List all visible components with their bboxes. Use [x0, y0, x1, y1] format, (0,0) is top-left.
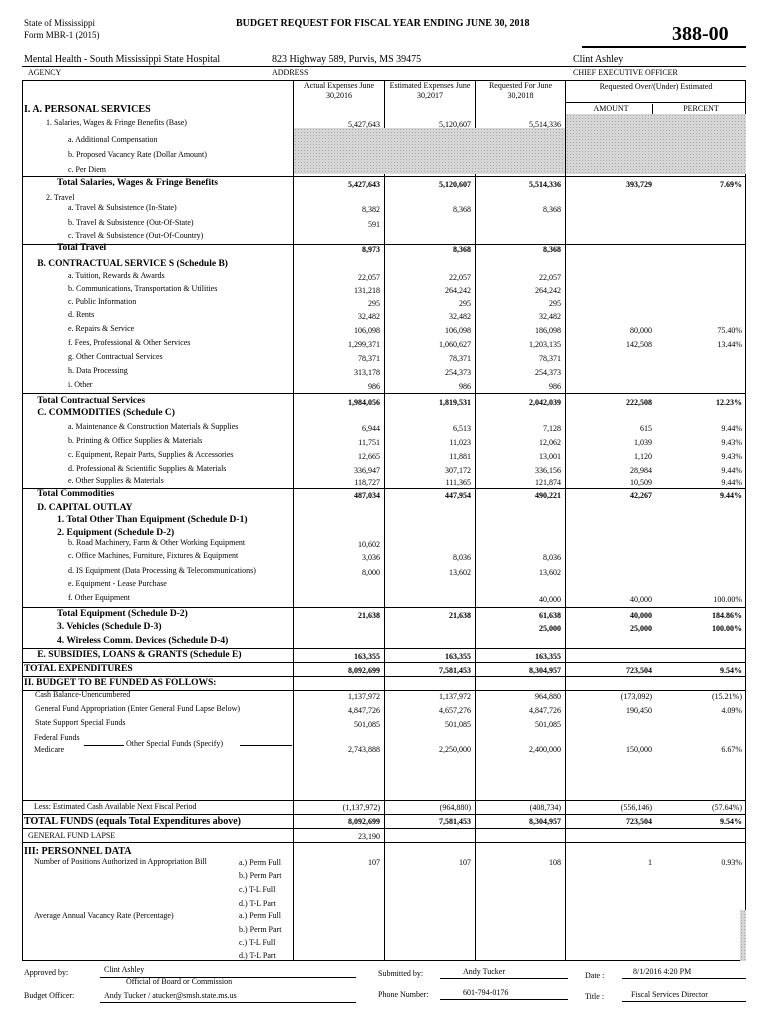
row-label: g. Other Contractual Services: [68, 352, 163, 361]
cell-r: 1,203,135: [529, 340, 561, 349]
date-label: Date :: [585, 971, 605, 980]
cell-a: 21,638: [358, 611, 380, 620]
cell-pct: 9.44%: [721, 424, 742, 433]
cell-pct: 9.43%: [721, 452, 742, 461]
row-label: 4. Wireless Comm. Devices (Schedule D-4): [57, 636, 229, 646]
state-name: State of Mississippi: [24, 18, 96, 28]
fund-cell-r: (408,734): [529, 803, 561, 812]
cell-pct: 13.44%: [717, 340, 742, 349]
agency-name: Mental Health - South Mississippi State Hospital: [24, 54, 221, 65]
row-label: c. Travel & Subsistence (Out-Of-Country): [68, 231, 204, 240]
row-label: D. CAPITAL OUTLAY: [37, 503, 133, 513]
row-rule: [22, 828, 746, 829]
form-code: 388-00: [672, 23, 729, 45]
cell-pct: 9.54%: [720, 666, 742, 675]
cell-r: 32,482: [539, 312, 561, 321]
positions-percent: 0.93%: [721, 858, 742, 867]
medicare-percent: 6.67%: [721, 745, 742, 754]
row-label: 1. Total Other Than Equipment (Schedule D-1): [57, 515, 248, 525]
tl-part-label: d.) T-L Part: [239, 951, 276, 960]
cell-a: 8,382: [362, 205, 380, 214]
row-label: 2. Equipment (Schedule D-2): [57, 528, 175, 538]
cell-amt: 615: [640, 424, 652, 433]
cell-r: 8,036: [543, 553, 561, 562]
row-label: a. Travel & Subsistence (In-State): [68, 203, 177, 212]
cell-a: 12,665: [358, 452, 380, 461]
fund-row-label: GENERAL FUND LAPSE: [28, 831, 116, 840]
cell-r: 22,057: [539, 273, 561, 282]
cell-e: 106,098: [445, 326, 471, 335]
cell-a: 8,000: [362, 568, 380, 577]
cell-r: 186,098: [535, 326, 561, 335]
row-rule: [22, 690, 746, 691]
col-header-requested: Requested For June 30,2018: [488, 81, 553, 100]
row-label: a. Maintenance & Construction Materials & Supplies: [68, 422, 239, 431]
form-number: Form MBR-1 (2015): [24, 30, 100, 40]
funds-underline: [240, 745, 292, 746]
fund-cell-r: 8,304,957: [529, 817, 561, 826]
title-line: [622, 1001, 746, 1002]
cell-pct: 100.00%: [713, 595, 742, 604]
cell-pct: 75.40%: [717, 326, 742, 335]
row-label: c. Per Diem: [68, 165, 106, 174]
submitted-line: [440, 978, 568, 979]
row-label: C. COMMODITIES (Schedule C): [37, 408, 175, 418]
cell-amt: 222,508: [626, 398, 652, 407]
cell-e: 22,057: [449, 273, 471, 282]
cell-a: 6,944: [362, 424, 380, 433]
medicare-amount: 150,000: [626, 745, 652, 754]
cell-a: 5,427,643: [348, 120, 380, 129]
cell-r: 254,373: [535, 368, 561, 377]
funds-underline: [84, 745, 124, 746]
phone-number[interactable]: 601-794-0176: [463, 988, 509, 997]
cell-e: 7,581,453: [439, 666, 471, 675]
cell-a: 501,085: [354, 720, 380, 729]
tl-full-label: c.) T-L Full: [239, 938, 276, 947]
cell-e: 163,355: [445, 652, 471, 661]
other-special-funds-label: Other Special Funds (Specify): [126, 739, 224, 748]
cell-pct: 4.09%: [721, 706, 742, 715]
cell-a: 487,034: [354, 491, 380, 500]
cell-e: 8,368: [453, 205, 471, 214]
cell-amt: 723,504: [626, 666, 652, 675]
cell-e: 307,172: [445, 466, 471, 475]
medicare-requested: 2,400,000: [529, 745, 561, 754]
row-label: i. Other: [68, 380, 93, 389]
cell-pct: 7.69%: [720, 180, 742, 189]
row-label: Total Travel: [57, 243, 107, 253]
agency-underline: [22, 66, 746, 67]
row-rule: [22, 648, 746, 649]
budget-officer-label: Budget Officer:: [24, 991, 75, 1000]
row-rule: [22, 244, 746, 245]
cell-e: 1,060,627: [439, 340, 471, 349]
vacancy-label: Average Annual Vacancy Rate (Percentage): [34, 911, 174, 920]
cell-a: 1,299,371: [348, 340, 380, 349]
cell-amt: 393,729: [626, 180, 652, 189]
row-label: Cash Balance-Unencumbered: [35, 690, 131, 699]
cell-a: 163,355: [354, 652, 380, 661]
fund-cell-a: 23,190: [358, 832, 380, 841]
cell-r: 7,128: [543, 424, 561, 433]
cell-pct: 100.00%: [712, 624, 742, 633]
fund-cell-a: 8,092,699: [348, 817, 380, 826]
cell-a: 22,057: [358, 273, 380, 282]
perm-part-label: b.) Perm Part: [239, 871, 282, 880]
fund-cell-pct: 9.54%: [720, 817, 742, 826]
cell-r: 8,368: [543, 205, 561, 214]
cell-r: 986: [549, 382, 561, 391]
row-rule: [22, 676, 746, 677]
row-label: b. Communications, Transportation & Utilities: [68, 284, 218, 293]
cell-a: 986: [368, 382, 380, 391]
cell-r: 163,355: [535, 652, 561, 661]
row-rule: [22, 842, 746, 843]
row-label: d. IS Equipment (Data Processing & Telecommunications): [68, 566, 256, 575]
row-label: b. Road Machinery, Farm & Other Working Equipment: [68, 538, 246, 547]
cell-a: 3,036: [362, 553, 380, 562]
submitted-label: Submitted by:: [378, 969, 424, 978]
cell-r: 8,368: [543, 245, 561, 254]
row-label: e. Equipment - Lease Purchase: [68, 579, 167, 588]
cell-a: 591: [368, 220, 380, 229]
cell-amt: 1,120: [634, 452, 652, 461]
cell-r: 264,242: [535, 286, 561, 295]
cell-amt: 80,000: [630, 326, 652, 335]
official-label: Official of Board or Commission: [126, 977, 233, 986]
cell-pct: (15.21%): [712, 692, 742, 701]
shaded-cells: [740, 910, 746, 961]
cell-e: 1,137,972: [439, 692, 471, 701]
row-label: b. Proposed Vacancy Rate (Dollar Amount): [68, 150, 207, 159]
cell-r: 490,221: [535, 491, 561, 500]
fund-cell-a: (1,137,972): [342, 803, 380, 812]
ceo-label: CHIEF EXECUTIVE OFFICER: [573, 68, 678, 77]
cell-amt: (173,092): [620, 692, 652, 701]
row-label: c. Equipment, Repair Parts, Supplies & Accessories: [68, 450, 234, 459]
agency-label: AGENCY: [28, 68, 62, 77]
cell-e: 11,023: [449, 438, 471, 447]
cell-r: 501,085: [535, 720, 561, 729]
date-value[interactable]: 8/1/2016 4:20 PM: [633, 967, 692, 976]
medicare-estimated: 2,250,000: [439, 745, 471, 754]
cell-r: 61,638: [539, 611, 561, 620]
row-label: 1. Salaries, Wages & Fringe Benefits (Base): [46, 118, 187, 127]
cell-e: 501,085: [445, 720, 471, 729]
cell-e: 11,881: [449, 452, 471, 461]
shaded-cells: [566, 114, 746, 174]
cell-r: 4,847,726: [529, 706, 561, 715]
cell-pct: 9.43%: [721, 438, 742, 447]
cell-a: 295: [368, 299, 380, 308]
cell-a: 11,751: [358, 438, 380, 447]
positions-actual: 107: [368, 858, 380, 867]
cell-amt: 25,000: [630, 624, 652, 633]
approved-label: Approved by:: [24, 968, 69, 977]
row-rule: [22, 393, 746, 394]
title-label: Title :: [585, 992, 605, 1001]
cell-amt: 10,509: [630, 478, 652, 487]
row-label: Total Equipment (Schedule D-2): [57, 609, 188, 619]
fund-cell-e: 7,581,453: [439, 817, 471, 826]
budget-officer-name[interactable]: Andy Tucker / atucker@smsh.state.ms.us: [104, 991, 237, 1000]
budget-line: [100, 1002, 356, 1003]
cell-a: 118,727: [354, 478, 380, 487]
cell-a: 8,092,699: [348, 666, 380, 675]
row-label: Total Commodities: [37, 489, 115, 499]
row-label: f. Fees, Professional & Other Services: [68, 338, 191, 347]
cell-amt: 42,267: [630, 491, 652, 500]
fund-cell-amt: 723,504: [626, 817, 652, 826]
cell-e: 78,371: [449, 354, 471, 363]
row-label: B. CONTRACTUAL SERVICE S (Schedule B): [37, 259, 228, 269]
positions-estimated: 107: [459, 858, 471, 867]
agency-address: 823 Highway 589, Purvis, MS 39475: [272, 54, 422, 65]
perm-full-label: a.) Perm Full: [239, 858, 281, 867]
phone-line: [440, 999, 568, 1000]
cell-r: 13,602: [539, 568, 561, 577]
row-label: a. Tuition, Rewards & Awards: [68, 271, 165, 280]
phone-label: Phone Number:: [378, 990, 429, 999]
ceo-name: Clint Ashley: [573, 54, 624, 65]
cell-r: 2,042,039: [529, 398, 561, 407]
cell-e: 32,482: [449, 312, 471, 321]
col-header-estimated: Estimated Expenses June 30,2017: [389, 81, 471, 100]
row-label: State Support Special Funds: [35, 718, 126, 727]
row-label: b. Printing & Office Supplies & Materials: [68, 436, 203, 445]
cell-e: 5,120,607: [439, 180, 471, 189]
row-rule: [22, 607, 746, 608]
row-label: d. Professional & Scientific Supplies & Materials: [68, 464, 227, 473]
row-label: I. A. PERSONAL SERVICES: [24, 104, 151, 115]
row-label: d. Rents: [68, 310, 95, 319]
row-label: 2. Travel: [46, 193, 75, 202]
personnel-title: III: PERSONNEL DATA: [24, 846, 132, 857]
fund-cell-e: (964,880): [439, 803, 471, 812]
cell-r: 25,000: [539, 624, 561, 633]
cell-a: 106,098: [354, 326, 380, 335]
cell-amt: 142,508: [626, 340, 652, 349]
cell-e: 986: [459, 382, 471, 391]
cell-r: 78,371: [539, 354, 561, 363]
cell-a: 1,984,056: [348, 398, 380, 407]
row-label: h. Data Processing: [68, 366, 128, 375]
row-label: TOTAL EXPENDITURES: [24, 664, 133, 674]
tl-full-label: c.) T-L Full: [239, 885, 276, 894]
row-rule: [22, 662, 746, 663]
cell-e: 1,819,531: [439, 398, 471, 407]
cell-e: 447,954: [445, 491, 471, 500]
row-label: E. SUBSIDIES, LOANS & GRANTS (Schedule E): [37, 650, 242, 660]
fund-cell-pct: (57.64%): [712, 803, 742, 812]
positions-label: Number of Positions Authorized in Appropriation Bill: [34, 857, 207, 866]
cell-r: 295: [549, 299, 561, 308]
row-rule: [22, 176, 746, 177]
cell-r: 121,874: [535, 478, 561, 487]
cell-e: 111,365: [445, 478, 471, 487]
cell-e: 8,036: [453, 553, 471, 562]
submitted-name[interactable]: Andy Tucker: [463, 967, 506, 976]
positions-amount: 1: [648, 858, 652, 867]
cell-a: 5,427,643: [348, 180, 380, 189]
form-title: BUDGET REQUEST FOR FISCAL YEAR ENDING JUNE 30, 2018: [236, 18, 530, 29]
row-rule: [22, 814, 746, 815]
cell-e: 4,657,276: [439, 706, 471, 715]
date-line: [622, 978, 746, 979]
federal-funds-label: Federal Funds: [34, 733, 80, 742]
cell-pct: 184.86%: [712, 611, 742, 620]
cell-r: 13,001: [539, 452, 561, 461]
cell-amt: 190,450: [626, 706, 652, 715]
cell-r: 5,514,336: [529, 120, 561, 129]
cell-amt: 40,000: [630, 595, 652, 604]
cell-a: 10,602: [358, 540, 380, 549]
cell-e: 5,120,607: [439, 120, 471, 129]
col-header-actual: Actual Expenses June 30,2016: [303, 81, 375, 100]
row-label: e. Repairs & Service: [68, 324, 135, 333]
cell-e: 264,242: [445, 286, 471, 295]
cell-r: 40,000: [539, 595, 561, 604]
cell-r: 5,514,336: [529, 180, 561, 189]
row-label: Total Contractual Services: [37, 396, 146, 406]
cell-a: 336,947: [354, 466, 380, 475]
fund-row-label: TOTAL FUNDS (equals Total Expenditures above): [24, 816, 241, 827]
col-header-over-under: Requested Over/(Under) Estimated: [599, 82, 713, 91]
medicare-actual: 2,743,888: [348, 745, 380, 754]
row-label: b. Travel & Subsistence (Out-Of-State): [68, 218, 194, 227]
cell-e: 6,513: [453, 424, 471, 433]
cell-a: 4,847,726: [348, 706, 380, 715]
cell-pct: 9.44%: [721, 478, 742, 487]
col-header-amount: AMOUNT: [593, 104, 629, 113]
row-label: 3. Vehicles (Schedule D-3): [57, 622, 162, 632]
row-label: II. BUDGET TO BE FUNDED AS FOLLOWS:: [24, 678, 217, 688]
row-label: c. Public Information: [68, 297, 137, 306]
cell-a: 1,137,972: [348, 692, 380, 701]
row-label: c. Office Machines, Furniture, Fixtures & Equipment: [68, 551, 239, 560]
cell-r: 336,156: [535, 466, 561, 475]
code-underline: [582, 46, 746, 48]
cell-e: 21,638: [449, 611, 471, 620]
address-label: ADDRESS: [272, 68, 309, 77]
cell-amt: 1,039: [634, 438, 652, 447]
cell-a: 32,482: [358, 312, 380, 321]
cell-pct: 12.23%: [716, 398, 742, 407]
cell-r: 8,304,957: [529, 666, 561, 675]
title-value[interactable]: Fiscal Services Director: [631, 990, 708, 999]
cell-r: 964,880: [535, 692, 561, 701]
cell-amt: 40,000: [630, 611, 652, 620]
row-label: Total Salaries, Wages & Fringe Benefits: [57, 178, 218, 188]
positions-requested: 108: [549, 858, 561, 867]
cell-e: 254,373: [445, 368, 471, 377]
cell-r: 12,062: [539, 438, 561, 447]
perm-part-label: b.) Perm Part: [239, 925, 282, 934]
row-rule: [22, 488, 746, 489]
cell-a: 78,371: [358, 354, 380, 363]
shaded-cells: [294, 128, 565, 174]
fund-cell-amt: (556,146): [620, 803, 652, 812]
cell-a: 8,973: [362, 245, 380, 254]
cell-pct: 9.44%: [720, 491, 742, 500]
tl-part-label: d.) T-L Part: [239, 899, 276, 908]
row-label: a. Additional Compensation: [68, 135, 158, 144]
row-label: e. Other Supplies & Materials: [68, 476, 164, 485]
fund-row-label: Less: Estimated Cash Available Next Fiscal Period: [34, 802, 197, 811]
cell-e: 295: [459, 299, 471, 308]
cell-amt: 28,984: [630, 466, 652, 475]
subheader-line: [566, 102, 746, 103]
approved-name[interactable]: Clint Ashley: [104, 965, 145, 974]
cell-a: 131,218: [354, 286, 380, 295]
row-rule: [22, 800, 746, 801]
cell-e: 8,368: [453, 245, 471, 254]
subheader-divider: [652, 104, 653, 114]
perm-full-label: a.) Perm Full: [239, 911, 281, 920]
medicare-label: Medicare: [34, 745, 65, 754]
cell-pct: 9.44%: [721, 466, 742, 475]
col-header-percent: PERCENT: [683, 104, 719, 113]
cell-e: 13,602: [449, 568, 471, 577]
row-label: General Fund Appropriation (Enter General Fund Lapse Below): [35, 704, 241, 713]
cell-a: 313,178: [354, 368, 380, 377]
row-label: f. Other Equipment: [68, 593, 130, 602]
